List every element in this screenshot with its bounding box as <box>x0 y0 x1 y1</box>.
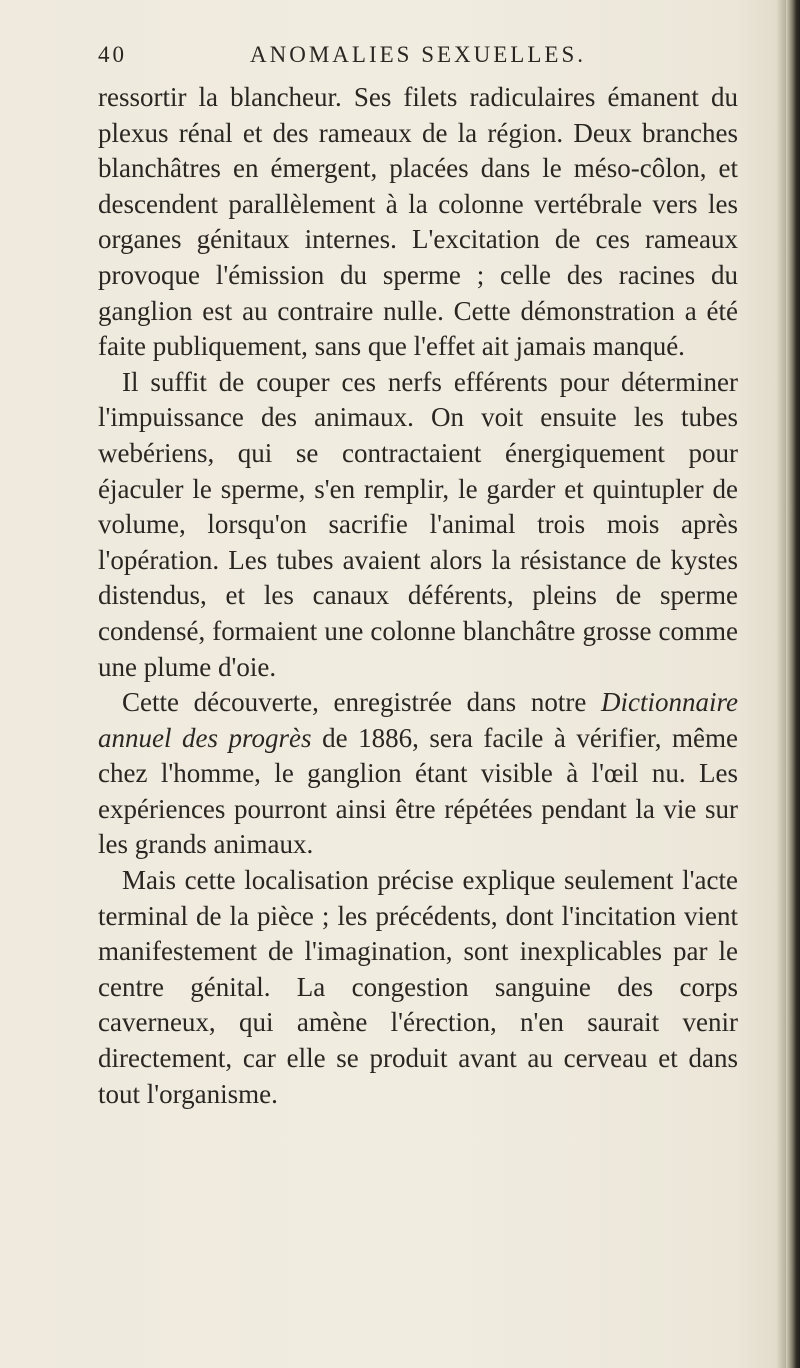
paragraph-2: Il suffit de couper ces nerfs efférents pour déterminer l'impuissance des animaux. On voit ensuite les tubes webériens, qui se contractaient énergiquement pour éjaculer le sperme, s'en remplir, le garder et quintupler de volume, lorsqu'on sacrifie l'animal trois mois après l'opération. Les tubes avaient alors la résistance de kystes distendus, et les canaux déférents, pleins de sperme condensé, formaient une colonne blanchâtre grosse comme une plume d'oie. <box>98 366 738 682</box>
paragraph-1: ressortir la blancheur. Ses filets radiculaires émanent du plexus rénal et des rameaux de la région. Deux branches blanchâtres en émergent, placées dans le méso-côlon, et descendent parallèlement à la colonne vertébrale vers les organes génitaux internes. L'excitation de ces rameaux provoque l'émission du sperme ; celle des racines du ganglion est au contraire nulle. Cette démonstration a été faite publiquement, sans que l'effet ait jamais manqué. <box>98 82 738 362</box>
book-spine-edge <box>786 0 800 1368</box>
page-number: 40 <box>98 42 127 67</box>
paragraph-4: Mais cette localisation précise explique seulement l'acte terminal de la pièce ; les précédents, dont l'incitation vient manifestement de l'imagination, sont inexplicables par le centre génital. La congestion sanguine des corps caverneux, qui amène l'érection, n'en saurait venir directement, car elle se produit avant au cerveau et dans tout l'organisme. <box>98 865 738 1109</box>
paragraph-3 <box>98 685 738 863</box>
paragraph-3-before: Cette découverte, enregistrée dans notre <box>122 687 602 718</box>
paragraph-3-after: de 1886, sera facile à vérifier, même chez l'homme, le ganglion étant visible à l'œil nu. Les expériences pourront ainsi être répétées pendant la vie sur les grands animaux. <box>98 722 738 860</box>
page-header <box>98 42 738 72</box>
dictionary-title: Dictionnaire annuel des progrès <box>98 687 738 753</box>
running-title: ANOMALIES SEXUELLES. <box>250 42 586 67</box>
body-text <box>98 80 738 1112</box>
